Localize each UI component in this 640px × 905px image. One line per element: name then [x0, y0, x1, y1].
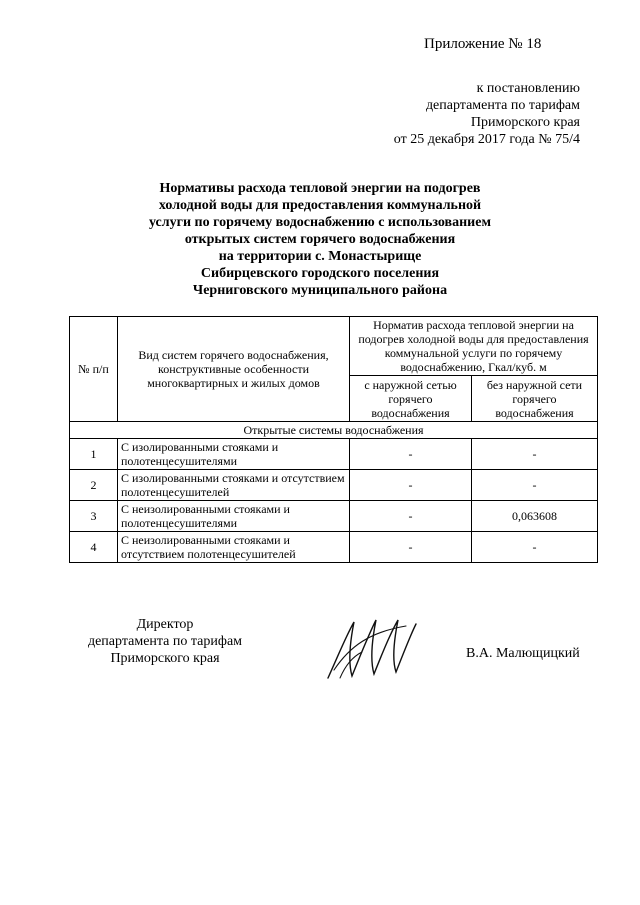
title-line: открытых систем горячего водоснабжения	[184, 232, 456, 247]
decree-line: департамента по тарифам	[425, 98, 580, 113]
decree-reference	[394, 80, 580, 148]
signer-name: В.А. Малющицкий	[466, 646, 580, 661]
row-type: С изолированными стояками и полотенцесушителями	[118, 439, 350, 470]
title-line: холодной воды для предоставления коммунальной	[158, 198, 482, 213]
col-num-header: № п/п	[70, 317, 118, 422]
row-without-network: -	[472, 532, 598, 563]
row-without-network: -	[472, 470, 598, 501]
row-type: С изолированными стояками и отсутствием полотенцесушителей	[118, 470, 350, 501]
title-line: услуги по горячему водоснабжению с использованием	[148, 215, 491, 230]
row-type: С неизолированными стояками и полотенцесушителями	[118, 501, 350, 532]
decree-line: от 25 декабря 2017 года № 75/4	[393, 132, 580, 147]
document-title	[70, 180, 570, 299]
row-without-network: -	[472, 439, 598, 470]
section-row	[70, 422, 598, 439]
col-type-header: Вид систем горячего водоснабжения, конструктивные особенности многоквартирных и жилых домов	[118, 317, 350, 422]
row-with-network: -	[350, 532, 472, 563]
decree-line: Приморского края	[470, 115, 580, 130]
row-with-network: -	[350, 470, 472, 501]
row-with-network: -	[350, 439, 472, 470]
table-row	[70, 470, 598, 501]
signer-position	[70, 616, 260, 667]
table-row	[70, 532, 598, 563]
norms-table	[69, 316, 598, 563]
col-norm-header: Норматив расхода тепловой энергии на подогрев холодной воды для предоставления коммунальной услуги по горячему водоснабжению, Гкал/куб. м	[350, 317, 598, 376]
table-row	[70, 439, 598, 470]
row-num: 1	[70, 439, 118, 470]
row-num: 2	[70, 470, 118, 501]
row-with-network: -	[350, 501, 472, 532]
row-type: С неизолированными стояками и отсутствием полотенцесушителей	[118, 532, 350, 563]
decree-line: к постановлению	[476, 81, 580, 96]
section-title: Открытые системы водоснабжения	[70, 422, 598, 439]
table-row	[70, 501, 598, 532]
row-num: 3	[70, 501, 118, 532]
position-line: Директор	[136, 617, 194, 632]
position-line: Приморского края	[110, 651, 220, 666]
col-without-network-header: без наружной сети горячего водоснабжения	[472, 376, 598, 422]
title-line: Нормативы расхода тепловой энергии на подогрев	[159, 181, 481, 196]
title-line: Сибирцевского городского поселения	[200, 266, 440, 281]
appendix-number: Приложение № 18	[424, 36, 542, 52]
handwritten-signature	[320, 616, 420, 682]
title-line: на территории с. Монастырище	[218, 249, 422, 264]
row-num: 4	[70, 532, 118, 563]
position-line: департамента по тарифам	[87, 634, 243, 649]
col-with-network-header: с наружной сетью горячего водоснабжения	[350, 376, 472, 422]
row-without-network: 0,063608	[472, 501, 598, 532]
table-header-row	[70, 317, 598, 376]
title-line: Черниговского муниципального района	[192, 283, 448, 298]
